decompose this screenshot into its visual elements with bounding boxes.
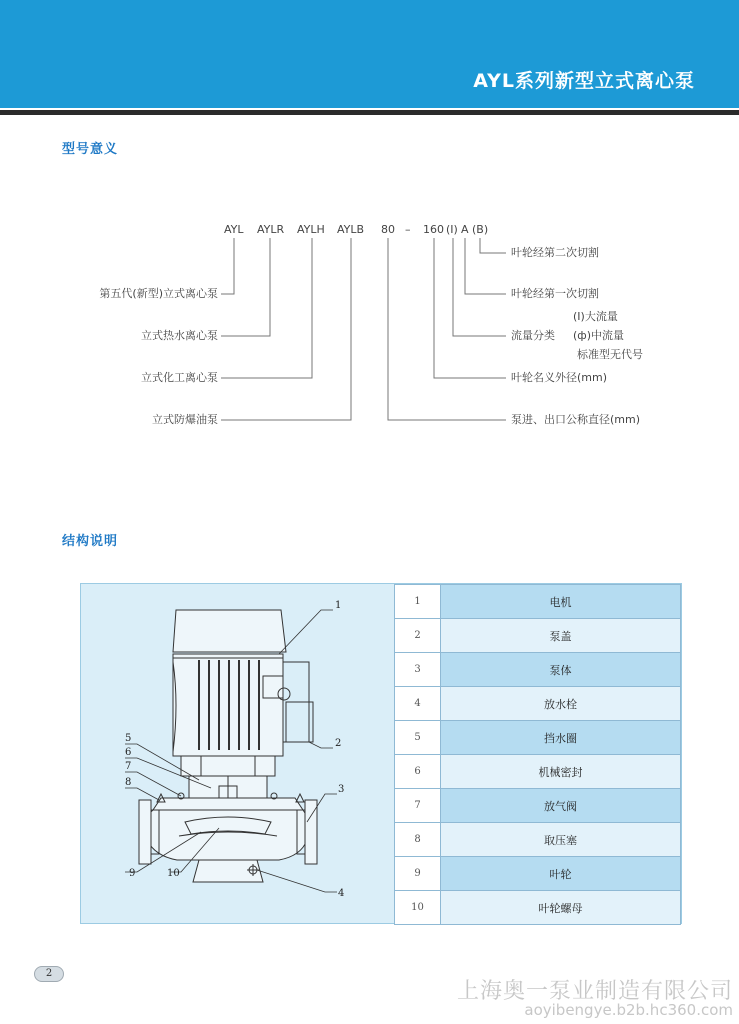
table-row	[395, 619, 681, 653]
part-name: 挡水圈	[441, 721, 681, 755]
label-impeller-diameter: 叶轮名义外径(mm)	[511, 371, 608, 384]
label-first-cut: 叶轮经第一次切割	[511, 287, 599, 300]
watermark-company: 上海奥一泵业制造有限公司	[456, 979, 733, 1004]
part-name: 放水栓	[441, 687, 681, 721]
parts-table	[394, 584, 681, 925]
part-name: 放气阀	[441, 789, 681, 823]
label-hot-water: 立式热水离心泵	[141, 329, 218, 342]
code-part-flow: (I)	[446, 223, 458, 236]
part-name: 叶轮螺母	[441, 891, 681, 925]
code-part-cut2: (B)	[472, 223, 489, 236]
part-name: 机械密封	[441, 755, 681, 789]
table-row	[395, 755, 681, 789]
callout-10: 10	[167, 868, 180, 879]
structure-panel	[80, 583, 682, 924]
table-row	[395, 721, 681, 755]
callout-2: 2	[335, 738, 342, 749]
table-row	[395, 857, 681, 891]
label-explosion-proof: 立式防爆油泵	[152, 413, 218, 426]
callout-4: 4	[338, 888, 345, 899]
header-bar	[0, 0, 739, 108]
part-number: 3	[395, 653, 441, 687]
code-part-aylb: AYLB	[337, 223, 365, 236]
header-divider	[0, 110, 739, 115]
table-row	[395, 687, 681, 721]
code-part-aylh: AYLH	[297, 223, 325, 236]
section-title-model: 型号意义	[62, 142, 119, 157]
table-row	[395, 653, 681, 687]
watermark-url: aoyibengye.b2b.hc360.com	[524, 1001, 733, 1019]
label-fifth-gen: 第五代(新型)立式离心泵	[99, 287, 218, 300]
part-name: 泵盖	[441, 619, 681, 653]
label-flow-large: (I)大流量	[573, 310, 618, 323]
code-part-aylr: AYLR	[257, 223, 285, 236]
part-number: 6	[395, 755, 441, 789]
label-flow-standard: 标准型无代号	[577, 348, 643, 361]
table-row	[395, 891, 681, 925]
part-number: 7	[395, 789, 441, 823]
table-row	[395, 823, 681, 857]
part-name: 泵体	[441, 653, 681, 687]
section-title-structure: 结构说明	[62, 534, 119, 549]
code-part-ayl: AYL	[224, 223, 244, 236]
label-chemical: 立式化工离心泵	[141, 371, 218, 384]
part-number: 8	[395, 823, 441, 857]
label-flow-medium: (ф)中流量	[573, 329, 624, 342]
callout-3: 3	[338, 784, 345, 795]
code-part-dash: –	[405, 223, 411, 236]
part-number: 10	[395, 891, 441, 925]
label-flow-title: 流量分类	[511, 329, 555, 342]
part-name: 电机	[441, 585, 681, 619]
callout-1: 1	[335, 600, 342, 611]
part-number: 5	[395, 721, 441, 755]
part-name: 叶轮	[441, 857, 681, 891]
part-name: 取压塞	[441, 823, 681, 857]
label-second-cut: 叶轮经第二次切割	[511, 246, 599, 259]
code-part-impeller: 160	[423, 223, 444, 236]
code-part-cut1: A	[461, 223, 469, 236]
part-number: 9	[395, 857, 441, 891]
callout-7: 7	[125, 761, 132, 772]
label-port-diameter: 泵进、出口公称直径(mm)	[511, 413, 641, 426]
part-number: 4	[395, 687, 441, 721]
page-number: 2	[34, 966, 64, 982]
table-row	[395, 789, 681, 823]
page-title: AYL系列新型立式离心泵	[473, 70, 695, 92]
callout-5: 5	[125, 733, 132, 744]
part-number: 2	[395, 619, 441, 653]
pump-drawing	[81, 584, 394, 923]
callout-6: 6	[125, 747, 132, 758]
code-part-diameter: 80	[381, 223, 395, 236]
table-row	[395, 585, 681, 619]
callout-9: 9	[129, 868, 136, 879]
part-number: 1	[395, 585, 441, 619]
callout-8: 8	[125, 777, 132, 788]
